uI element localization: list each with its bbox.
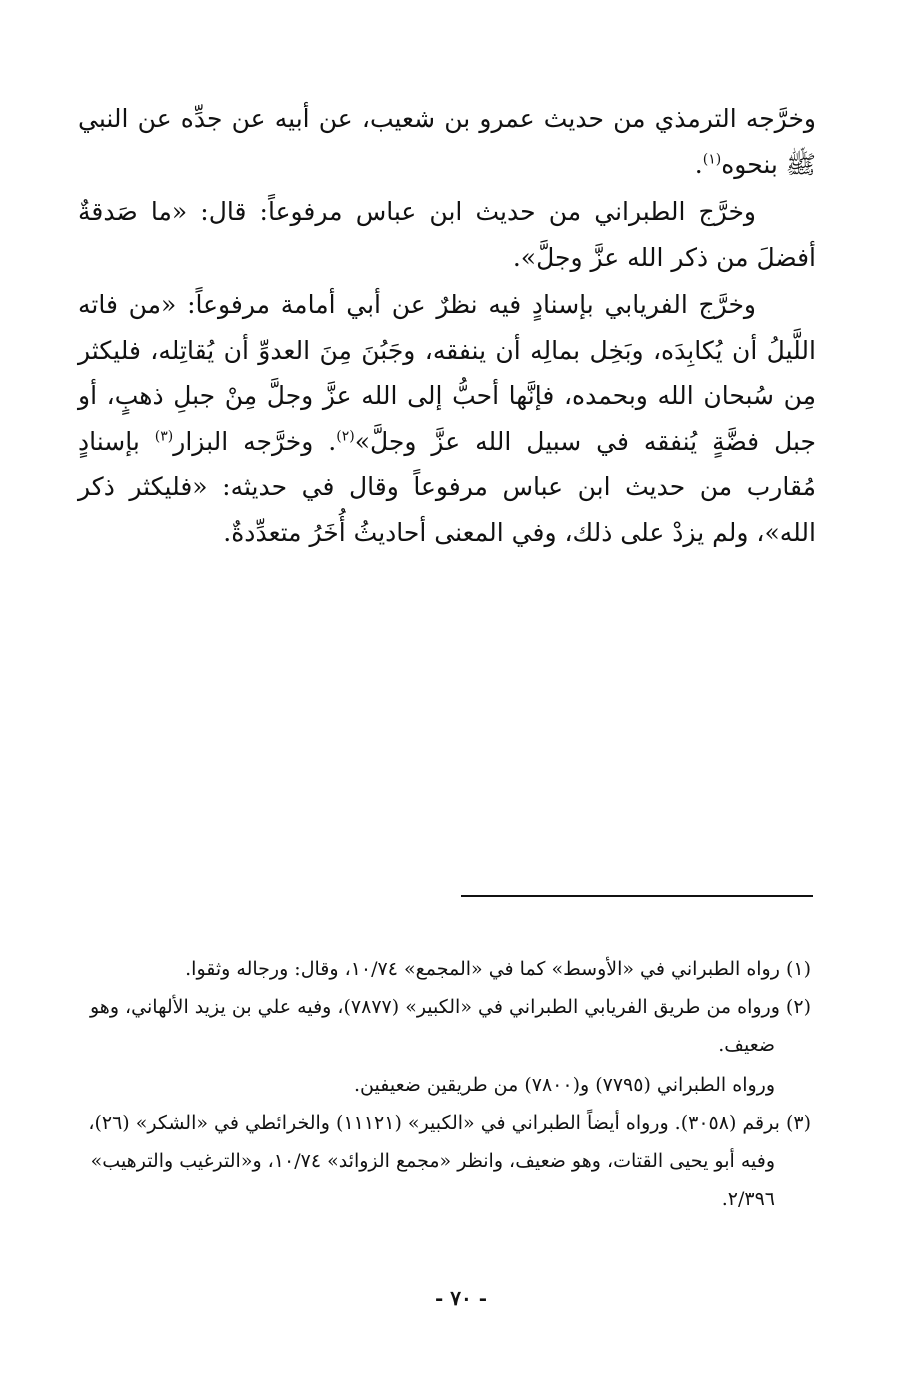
paragraph-1-text: وخرَّجه الترمذي من حديث عمرو بن شعيب، عن أبيه عن جدِّه عن النبي ﷺ بنحوه [78,104,816,179]
footnote-2: (٢) ورواه من طريق الفريابي الطبراني في «الكبير» (٧٨٧٧)، وفيه علي بن يزيد الألهاني، وهو ضعيف. [89,996,811,1056]
page-number: - ٧٠ - [434,1286,487,1310]
footnote-3: (٣) برقم (٣٠٥٨). ورواه أيضاً الطبراني في «الكبير» (١١١٢١) والخرائطي في «الشكر» (٢٦)، وفيه أبو يحيى القتات، وهو ضعيف، وانظر «مجمع الزوائد» ١٠/٧٤، و«الترغيب والترهيب» ٢/٣٩٦. [88,1112,811,1210]
footnote-divider [461,895,813,897]
paragraph-2-text: وخرَّج الطبراني من حديث ابن عباس مرفوعاً: قال: «ما صَدقةٌ أفضلَ من ذكر الله عزَّ وجلَّ». [78,197,816,272]
paragraph-3-text: وخرَّج الفريابي بإسنادٍ فيه نظرٌ عن أبي أمامة مرفوعاً: «من فاته اللَّيلُ أن يُكابِدَه، وبَخِل بمالِه أن ينفقه، وجَبُنَ مِنَ العدوِّ أن يُقاتِله، فليكثر مِن سُبحان الله وبحمده، فإنَّها أحبُّ إلى الله عزَّ وجلَّ مِنْ جبلِ ذهبٍ، أو جبل فضَّةٍ يُنفقه في سبيل الله عزَّ وجلَّ» [78,290,816,456]
footnote-1: (١) رواه الطبراني في «الأوسط» كما في «المجمع» ١٠/٧٤، وقال: ورجاله وثقوا. [185,958,811,980]
paragraph-1-end: . [694,149,703,179]
main-text [78,96,816,555]
footnotes [78,950,811,1218]
paragraph-3 [78,282,816,555]
paragraph-1 [78,96,816,187]
paragraph-3-end: بإسنادٍ مُقارب من حديث ابن عباس مرفوعاً وقال في حديثه: «فليكثر ذكر الله»، ولم يزدْ على ذلك، وفي المعنى أحاديثُ أُخَرُ متعدِّدةٌ. [78,426,816,547]
paragraph-3-text-2: . وخرَّجه البزار [173,426,337,456]
footnote-ref-3: (٣) [154,428,174,445]
footnote-ref-2: (٢) [336,428,355,445]
footnote-ref-1: (١) [702,151,722,168]
paragraph-2 [78,189,816,280]
footnote-2-continuation: ورواه الطبراني (٧٧٩٥) و(٧٨٠٠) من طريقين ضعيفين. [354,1074,775,1096]
